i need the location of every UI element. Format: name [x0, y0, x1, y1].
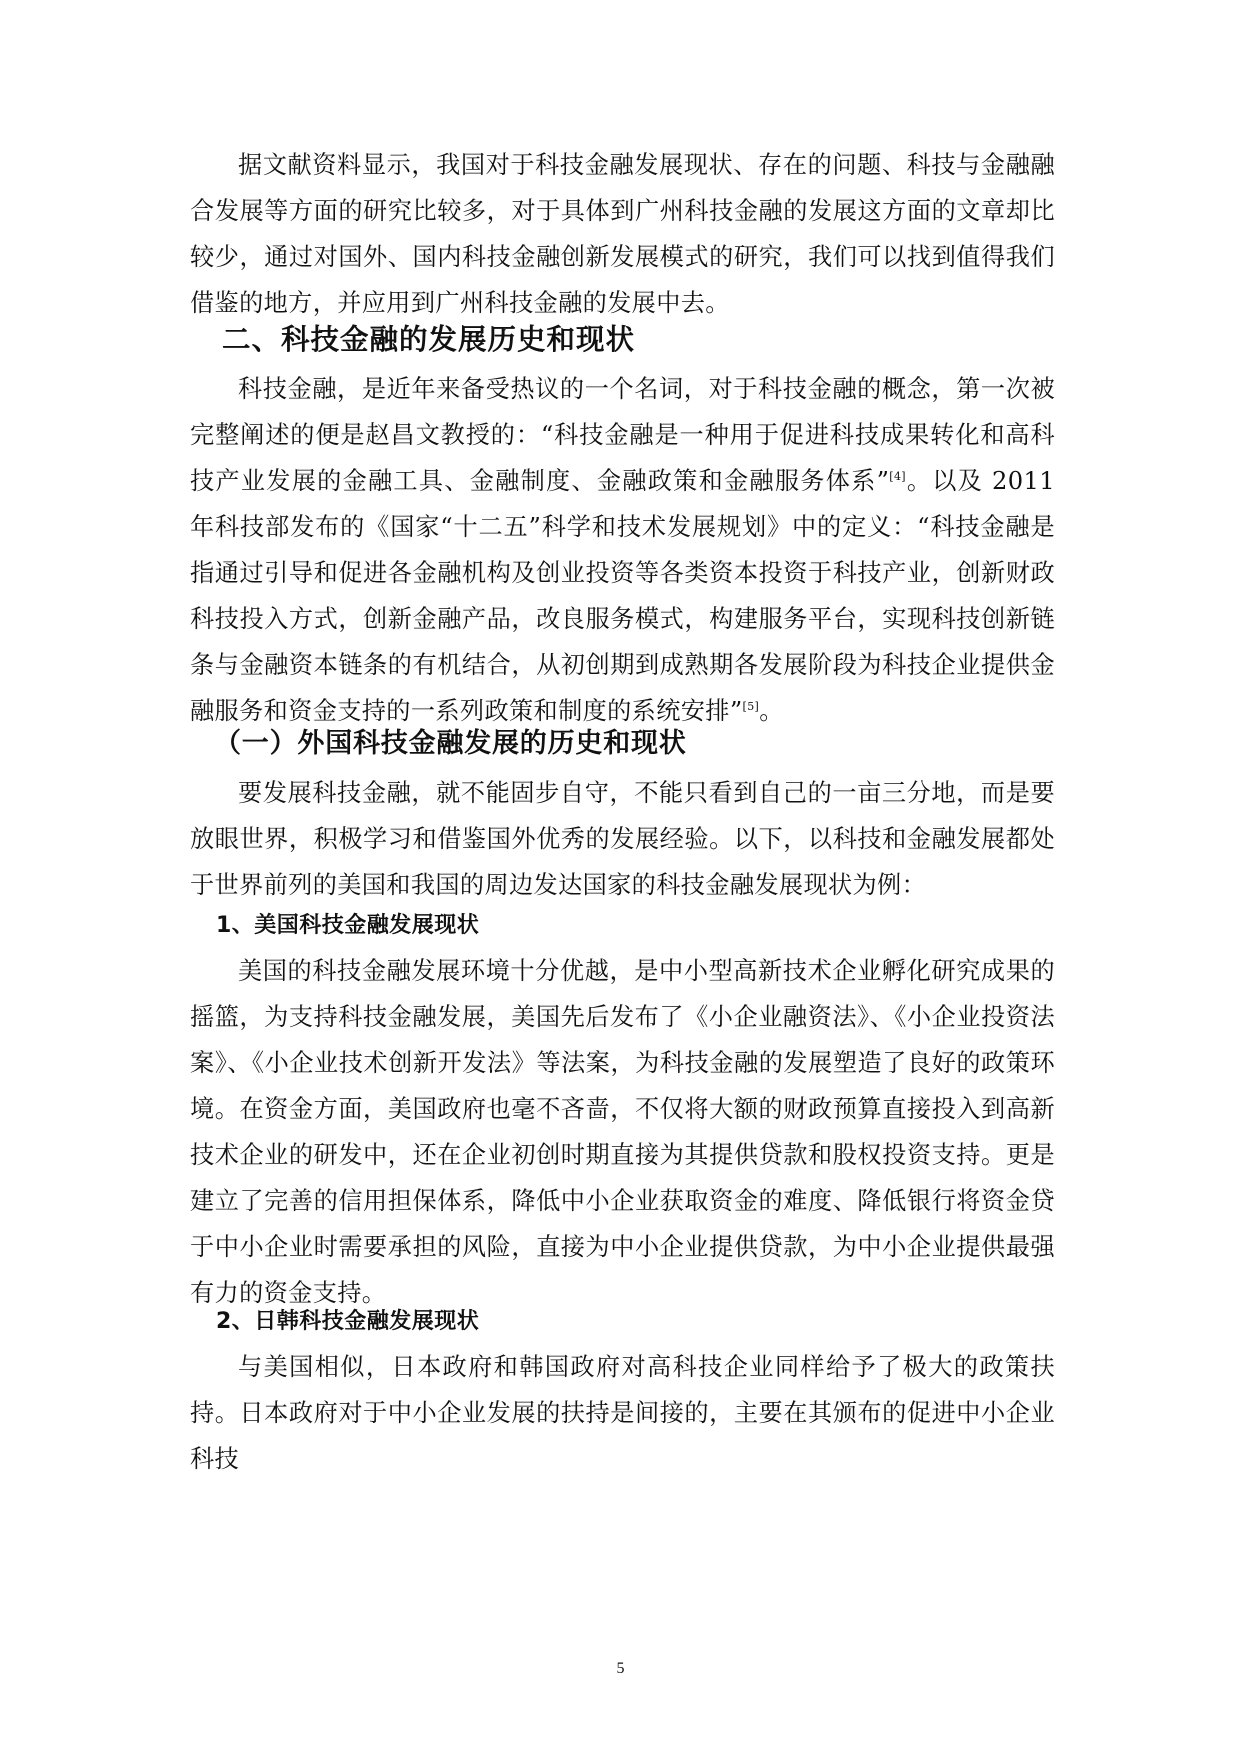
subsection-1-heading: （一）外国科技金融发展的历史和现状: [214, 728, 687, 759]
paragraph-text: 据文献资料显示，我国对于科技金融发展现状、存在的问题、科技与金融融合发展等方面的研究比较多，对于具体到广州科技金融的发展这方面的文章却比较少，通过对国外、国内科技金融创新发展模式的研究，我们可以找到值得我们借鉴的地方，并应用到广州科技金融的发展中去。: [190, 151, 1055, 317]
paragraph-text: 与美国相似，日本政府和韩国政府对高科技企业同样给予了极大的政策扶持。日本政府对于中小企业发展的扶持是间接的，主要在其颁布的促进中小企业科技: [190, 1353, 1055, 1473]
subsection-heading: [214, 722, 1079, 766]
item-2-heading: 2、日韩科技金融发展现状: [216, 1309, 480, 1334]
section-2-heading: 二、科技金融的发展历史和现状: [222, 323, 636, 356]
paragraph-text-part: 科技金融，是近年来备受热议的一个名词，对于科技金融的概念，第一次被完整阐述的便是赵昌文教授的：“科技金融是一种用于促进科技成果转化和高科技产业发展的金融工具、金融制度、金融政策和金融服务体系”: [190, 375, 1055, 495]
paragraph-text-part: 。以及 2011 年科技部发布的《国家“十二五”科学和技术发展规划》中的定义：“科技金融是指通过引导和促进各金融机构及创业投资等各类资本投资于科技产业，创新财政科技投入方式，创新金融产品，改良服务模式，构建服务平台，实现科技创新链条与金融资本链条的有机结合，从初创期到成熟期各发展阶段为科技企业提供金融服务和资金支持的一系列政策和制度的系统安排”: [190, 467, 1055, 725]
paragraph-text: [190, 366, 1055, 734]
item-1-heading: 1、美国科技金融发展现状: [216, 913, 480, 938]
page-number: 5: [616, 1660, 625, 1677]
item-heading: [216, 1302, 1081, 1342]
paragraph-intro: [190, 142, 1055, 326]
paragraph-text-part: 。: [759, 697, 784, 725]
citation-ref: [5]: [742, 699, 760, 713]
paragraph-foreign: [190, 770, 1055, 908]
citation-ref: [4]: [889, 469, 906, 483]
paragraph-text: 要发展科技金融，就不能固步自守，不能只看到自己的一亩三分地，而是要放眼世界，积极学习和借鉴国外优秀的发展经验。以下，以科技和金融发展都处于世界前列的美国和我国的周边发达国家的科技金融发展现状为例：: [190, 779, 1055, 899]
paragraph-definition: [190, 366, 1055, 734]
section-heading: [222, 318, 1087, 362]
paragraph-japan-korea: [190, 1344, 1055, 1482]
paragraph-usa: [190, 948, 1055, 1316]
paragraph-text: 美国的科技金融发展环境十分优越，是中小型高新技术企业孵化研究成果的摇篮，为支持科技金融发展，美国先后发布了《小企业融资法》、《小企业投资法案》、《小企业技术创新开发法》等法案，为科技金融的发展塑造了良好的政策环境。在资金方面，美国政府也毫不吝啬，不仅将大额的财政预算直接投入到高新技术企业的研发中，还在企业初创时期直接为其提供贷款和股权投资支持。更是建立了完善的信用担保体系，降低中小企业获取资金的难度、降低银行将资金贷于中小企业时需要承担的风险，直接为中小企业提供贷款，为中小企业提供最强有力的资金支持。: [190, 957, 1055, 1307]
item-heading: [216, 906, 1081, 946]
